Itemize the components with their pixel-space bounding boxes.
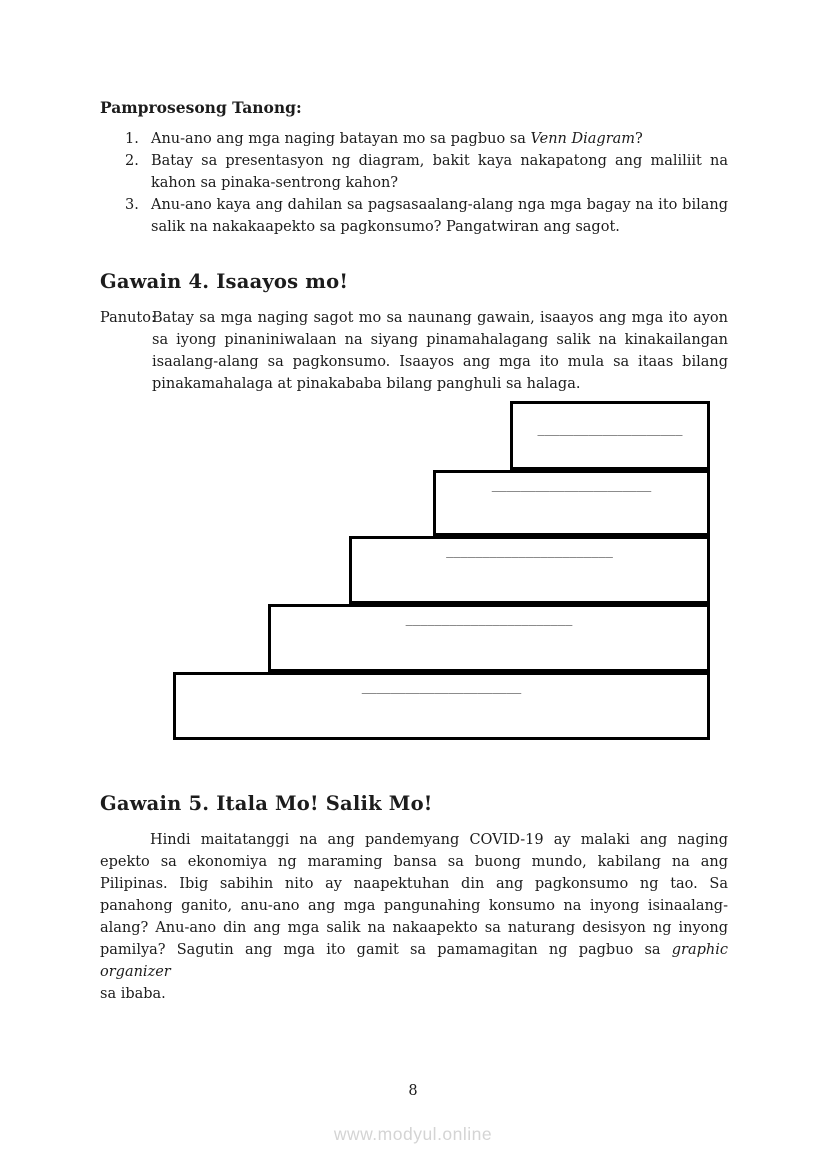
page-number: 8 xyxy=(408,1083,418,1099)
panuto-label: Panuto: xyxy=(100,310,156,326)
text-line: kahon sa pinaka-sentrong kahon? xyxy=(151,175,399,191)
question-item-3 xyxy=(125,194,728,238)
question-text xyxy=(151,150,728,194)
text-line: pinakamahalaga at pinakababa bilang panghuli sa halaga. xyxy=(152,376,581,392)
blank-line-5: ______________________ xyxy=(361,678,522,694)
text-line: sa iyong pinaniniwalaan na siyang pinamahalagang salik na kinakailangan xyxy=(152,332,728,348)
text-line: Hindi maitatanggi na ang pandemyang COVID-19 ay malaki ang naging xyxy=(150,832,728,848)
question-list xyxy=(125,128,728,238)
text-line: epekto sa ekonomiya ng maraming bansa sa buong mundo, kabilang na ang xyxy=(100,854,728,870)
question-number: 2. xyxy=(125,153,139,169)
question-text xyxy=(151,128,728,150)
pyramid-box-4 xyxy=(268,604,710,672)
pyramid-box-1 xyxy=(510,401,710,470)
blank-line-3: _______________________ xyxy=(446,542,613,558)
section-heading-pamprosesong-tanong: Pamprosesong Tanong: xyxy=(100,98,302,117)
question-number: 1. xyxy=(125,131,139,147)
text-line: Pilipinas. Ibig sabihin nito ay naapektuhan din ang pagkonsumo ng tao. Sa xyxy=(100,876,728,892)
text-line: alang? Anu-ano din ang mga salik na nakaapekto sa naturang desisyon ng inyong xyxy=(100,920,728,936)
text-line: sa ibaba. xyxy=(100,986,166,1002)
pyramid-box-5 xyxy=(173,672,710,740)
pyramid-box-2 xyxy=(433,470,710,536)
text-line: Batay sa presentasyon ng diagram, bakit kaya nakapatong ang maliliit na xyxy=(151,153,728,169)
blank-line-1: ____________________ xyxy=(537,420,683,436)
text-line: Anu-ano kaya ang dahilan sa pagsasaalang-alang nga mga bagay na ito bilang xyxy=(151,197,728,213)
watermark-text: www.modyul.online xyxy=(333,1124,493,1144)
gawain5-paragraph xyxy=(100,829,728,1005)
question-item-2 xyxy=(125,150,728,194)
text-line: pamilya? Sagutin ang mga ito gamit sa pamamagitan ng pagbuo sa graphic organizer xyxy=(100,942,728,980)
text-line: panahong ganito, anu-ano ang mga pangunahing konsumo na inyong isinaalang- xyxy=(100,898,728,914)
blank-line-4: _______________________ xyxy=(405,610,573,626)
panuto-paragraph xyxy=(152,307,728,395)
text-line: Anu-ano ang mga naging batayan mo sa pagbuo sa Venn Diagram? xyxy=(151,131,643,147)
section-heading-gawain-4: Gawain 4. Isaayos mo! xyxy=(100,270,349,293)
text-line: Batay sa mga naging sagot mo sa naunang gawain, isaayos ang mga ito ayon xyxy=(152,310,728,326)
section-heading-gawain-5: Gawain 5. Itala Mo! Salik Mo! xyxy=(100,792,433,815)
question-item-1 xyxy=(125,128,728,150)
pyramid-box-3 xyxy=(349,536,710,604)
question-number: 3. xyxy=(125,197,139,213)
blank-line-2: ______________________ xyxy=(491,476,652,492)
text-line: salik na nakakaapekto sa pagkonsumo? Pangatwiran ang sagot. xyxy=(151,219,620,235)
question-text xyxy=(151,194,728,238)
text-line: isaalang-alang sa pagkonsumo. Isaayos ang mga ito mula sa itaas bilang xyxy=(152,354,728,370)
